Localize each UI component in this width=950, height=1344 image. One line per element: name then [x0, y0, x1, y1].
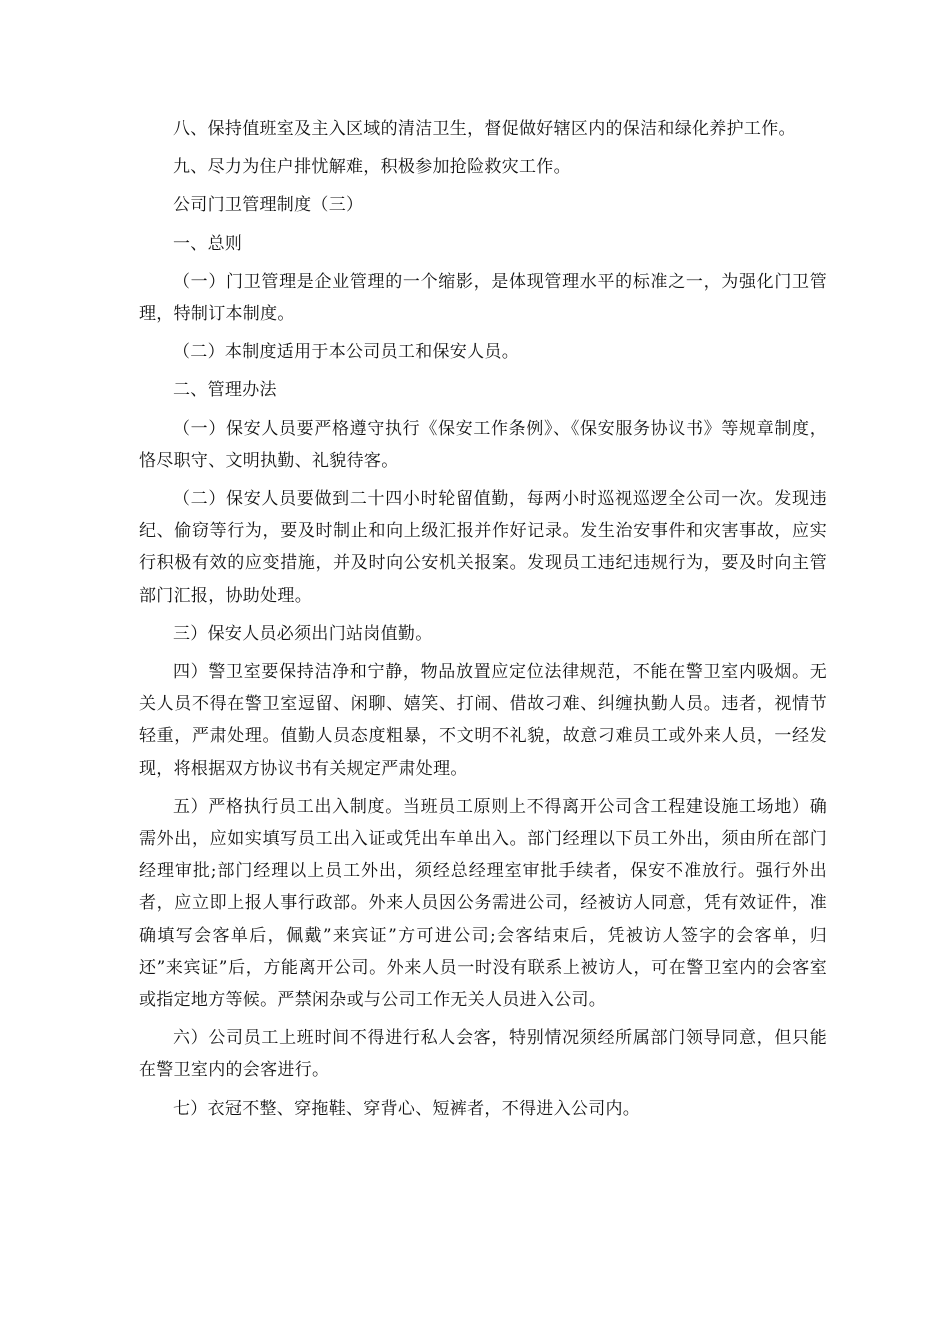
paragraph-management-5: 五）严格执行员工出入制度。当班员工原则上不得离开公司含工程建设施工场地）确需外出，应如实填写员工出入证或凭出车单出入。部门经理以下员工外出，须由所在部门经理审批;部门经理以上员工外出，须经总经理室审批手续者，保安不准放行。强行外出者，应立即上报人事行政部。外来人员因公务需进公司，经被访人同意，凭有效证件，准确填写会客单后，佩戴”来宾证”方可进公司;会客结束后，凭被访人签字的会客单，归还”来宾证”后，方能离开公司。外来人员一时没有联系上被访人，可在警卫室内的会客室或指定地方等候。严禁闲杂或与公司工作无关人员进入公司。: [139, 796, 827, 1011]
document-body: [139, 113, 827, 1131]
paragraph-management-3: 三）保安人员必须出门站岗值勤。: [173, 623, 433, 644]
heading-management: 二、管理办法: [173, 380, 277, 401]
paragraph-management-2: （二）保安人员要做到二十四小时轮留值勤，每两小时巡视巡逻全公司一次。发现违纪、偷窃等行为，要及时制止和向上级汇报并作好记录。发生治安事件和灾害事故，应实行积极有效的应变措施，并及时向公安机关报案。发现员工违纪违规行为，要及时向主管部门汇报，协助处理。: [139, 489, 827, 606]
paragraph-general-2: （二）本制度适用于本公司员工和保安人员。: [173, 342, 519, 363]
paragraph-management-4: 四）警卫室要保持洁净和宁静，物品放置应定位法律规范，不能在警卫室内吸烟。无关人员不得在警卫室逗留、闲聊、嬉笑、打闹、借故刁难、纠缠执勤人员。违者，视情节轻重，严肃处理。值勤人员态度粗暴，不文明不礼貌，故意刁难员工或外来人员，一经发现，将根据双方协议书有关规定严肃处理。: [139, 662, 827, 779]
section-title: 公司门卫管理制度（三）: [173, 195, 364, 216]
paragraph-general-1: （一）门卫管理是企业管理的一个缩影，是体现管理水平的标准之一，为强化门卫管理，特制订本制度。: [139, 271, 827, 325]
heading-general: 一、总则: [173, 233, 243, 254]
paragraph-item-8: 八、保持值班室及主入区域的清洁卫生，督促做好辖区内的保洁和绿化养护工作。: [173, 119, 796, 139]
paragraph-management-1: （一）保安人员要严格遵守执行《保安工作条例》、《保安服务协议书》等规章制度，恪尽职守、文明执勤、礼貌待客。: [139, 418, 827, 471]
paragraph-item-9: 九、尽力为住户排忧解难，积极参加抢险救灾工作。: [173, 157, 571, 178]
paragraph-management-7: 七）衣冠不整、穿拖鞋、穿背心、短裤者，不得进入公司内。: [173, 1098, 641, 1119]
paragraph-management-6: 六）公司员工上班时间不得进行私人会客，特别情况须经所属部门领导同意，但只能在警卫室内的会客进行。: [139, 1028, 827, 1081]
